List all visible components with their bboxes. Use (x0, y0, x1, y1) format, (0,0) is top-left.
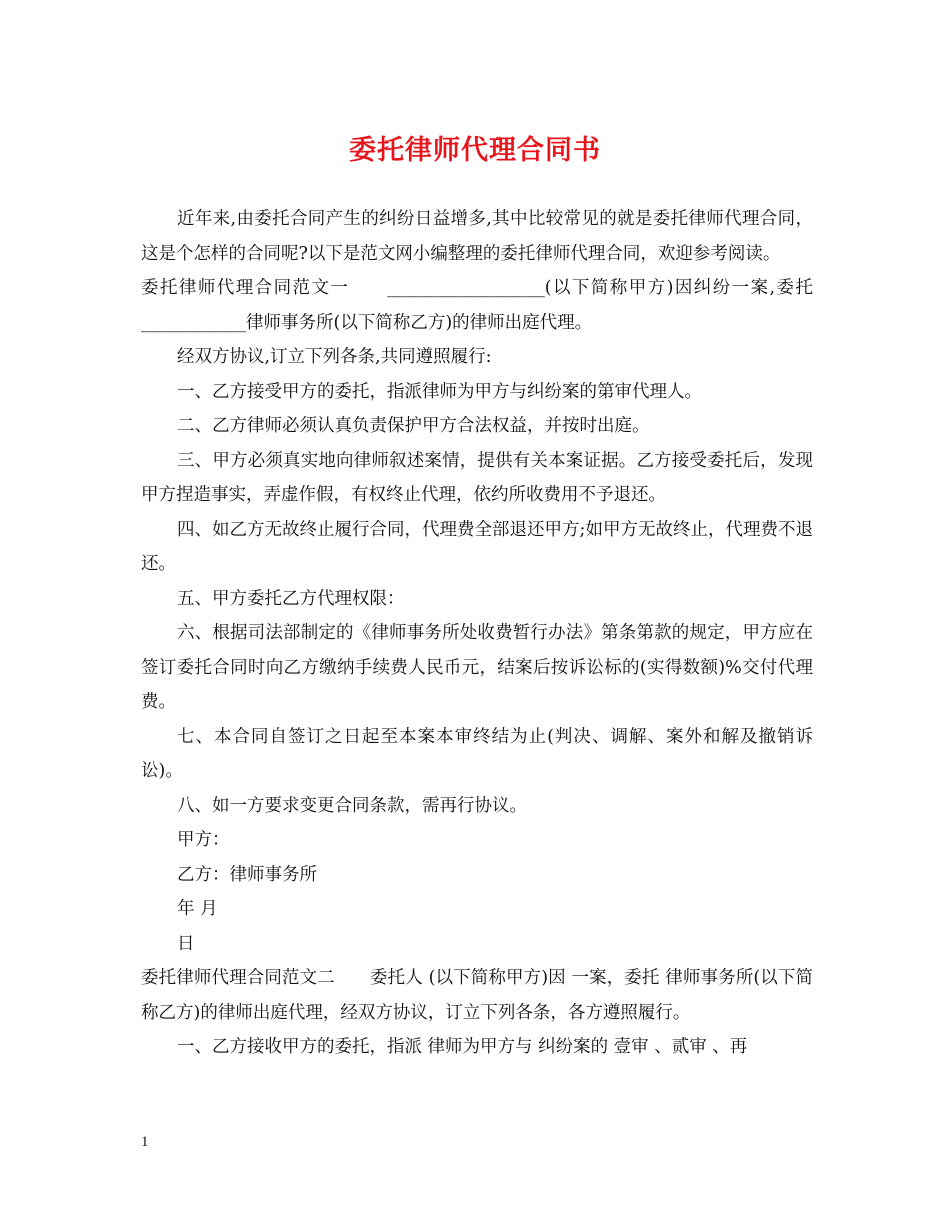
paragraph-sample-one-heading: 委托律师代理合同范文一 __________________(以下简称甲方)因纠纷一案,委托____________律师事务所(以下简称乙方)的律师出庭代理。 (141, 278, 813, 333)
clause-8: 八、如一方要求变更合同条款，需再行协议。 (177, 795, 527, 816)
document-body (141, 202, 813, 1065)
clause-6: 六、根据司法部制定的《律师事务所处收费暂行办法》第条第款的规定，甲方应在签订委托合同时向乙方缴纳手续费人民币元，结案后按诉讼标的(实得数额)%交付代理费。 (141, 623, 813, 712)
signature-date-year-month: 年 月 (177, 899, 218, 919)
paragraph-sample-two-heading: 委托律师代理合同范文二 委托人 (以下简称甲方)因 一案，委托 律师事务所(以下简称乙方)的律师出庭代理，经双方协议，订立下列各条，各方遵照履行。 (141, 968, 813, 1023)
signature-date-day: 日 (177, 933, 195, 954)
clause-5: 五、甲方委托乙方代理权限： (177, 588, 405, 609)
sample-two-clause-1: 一、乙方接收甲方的委托，指派 律师为甲方与 纠纷案的 壹审 、贰审 、再 (177, 1037, 748, 1057)
document-title: 委托律师代理合同书 (349, 135, 601, 166)
clause-3: 三、甲方必须真实地向律师叙述案情，提供有关本案证据。乙方接受委托后，发现甲方捏造事实，弄虚作假，有权终止代理，依约所收费用不予退还。 (141, 450, 813, 505)
clause-2: 二、乙方律师必须认真负责保护甲方合法权益，并按时出庭。 (177, 416, 650, 436)
clause-4: 四、如乙方无故终止履行合同，代理费全部退还甲方;如甲方无故终止，代理费不退还。 (141, 519, 813, 574)
signature-party-a: 甲方： (177, 830, 230, 850)
paragraph-agreement: 经双方协议,订立下列各条,共同遵照履行: (177, 347, 492, 367)
signature-party-b: 乙方：律师事务所 (177, 864, 317, 885)
clause-7: 七、本合同自签订之日起至本案本审终结为止(判决、调解、案外和解及撤销诉讼)。 (141, 726, 813, 781)
page-number: 1 (141, 1134, 149, 1150)
paragraph-intro: 近年来,由委托合同产生的纠纷日益增多,其中比较常见的就是委托律师代理合同，这是个怎样的合同呢?以下是范文网小编整理的委托律师代理合同，欢迎参考阅读。 (141, 209, 813, 264)
clause-1: 一、乙方接受甲方的委托，指派律师为甲方与纠纷案的第审代理人。 (177, 381, 702, 402)
